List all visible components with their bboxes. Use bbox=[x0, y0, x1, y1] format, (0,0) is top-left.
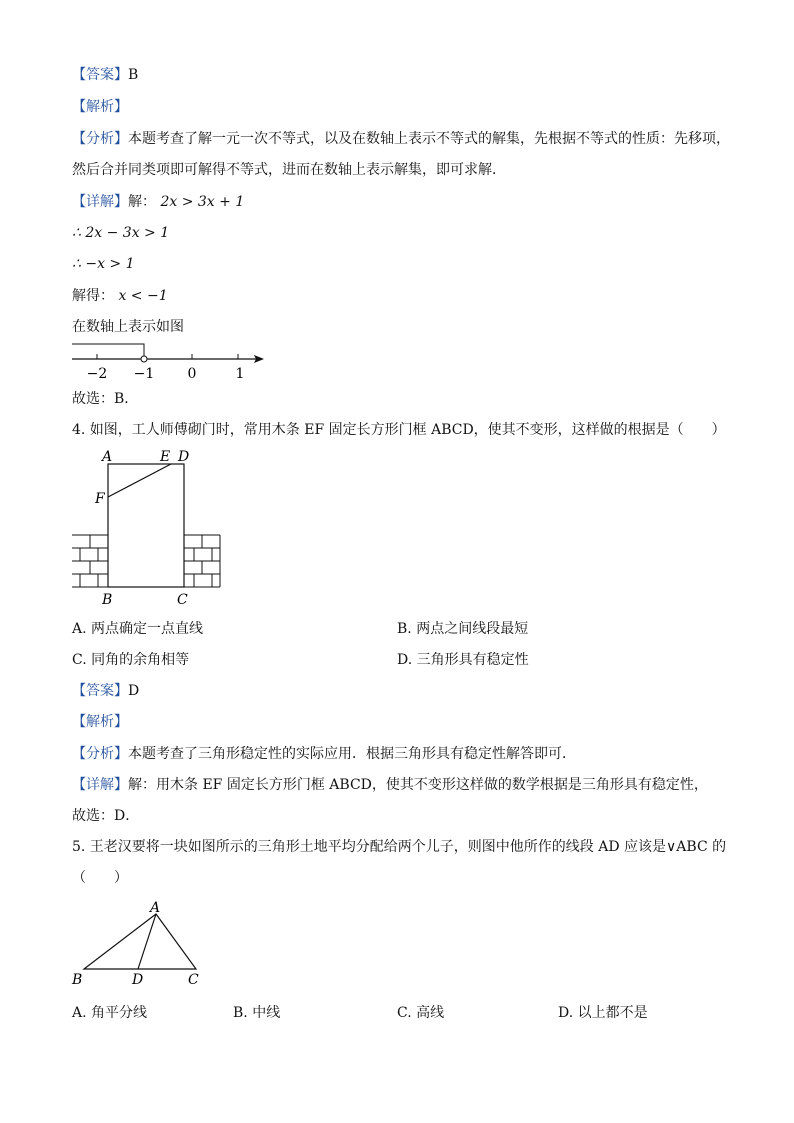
label-d: D bbox=[178, 449, 190, 465]
q5-question-line1: 5. 王老汉要将一块如图所示的三角形土地平均分配给两个儿子，则图中他所作的线段 AD 应该是∨ABC 的 bbox=[72, 839, 727, 855]
step1-prefix: 解： bbox=[128, 194, 156, 210]
answer-value: D bbox=[128, 683, 140, 699]
q3-step3: ∴ −x > 1 bbox=[72, 256, 135, 272]
label-c: C bbox=[177, 592, 188, 608]
triangle-figure bbox=[70, 900, 210, 992]
door-frame-figure bbox=[70, 446, 230, 610]
answer-tag: 【答案】 bbox=[72, 683, 128, 699]
q4-option-c[interactable]: C. 同角的余角相等 bbox=[72, 652, 190, 668]
q4-xiangjie-text: 解：用木条 EF 固定长方形门框 ABCD，使其不变形这样做的数学根据是三角形具有稳定性， bbox=[128, 777, 708, 793]
q4-option-b[interactable]: B. 两点之间线段最短 bbox=[397, 621, 529, 637]
label-f: F bbox=[95, 491, 105, 507]
segment-ad bbox=[138, 914, 156, 969]
q4-option-d[interactable]: D. 三角形具有稳定性 bbox=[397, 652, 529, 668]
number-line-figure bbox=[68, 338, 268, 384]
q3-answer-line bbox=[72, 66, 138, 84]
q3-fenxi-line1 bbox=[72, 130, 730, 148]
tick-label-0: 0 bbox=[187, 366, 197, 382]
q4-answer-line bbox=[72, 682, 139, 700]
q4-fenxi-text: 本题考查了三角形稳定性的实际应用．根据三角形具有稳定性解答即可． bbox=[128, 746, 576, 762]
analysis-tag: 【解析】 bbox=[72, 99, 128, 115]
q5-option-b[interactable]: B. 中线 bbox=[233, 1005, 281, 1021]
q5-option-a[interactable]: A. 角平分线 bbox=[72, 1005, 148, 1021]
solution-bracket bbox=[72, 344, 144, 355]
q3-step4 bbox=[72, 287, 168, 305]
label-c: C bbox=[188, 972, 199, 988]
q3-step1 bbox=[72, 193, 244, 211]
tick-label-1: 1 bbox=[235, 366, 245, 382]
q4-fenxi bbox=[72, 745, 576, 763]
fenxi-tag: 【分析】 bbox=[72, 746, 128, 762]
wood-bar-ef bbox=[108, 464, 171, 497]
label-e: E bbox=[160, 449, 171, 465]
q3-conclusion: 故选：B． bbox=[72, 391, 139, 407]
numberline-caption: 在数轴上表示如图 bbox=[72, 319, 184, 335]
left-brick-wall bbox=[72, 535, 108, 587]
step4-expr: x < −1 bbox=[118, 288, 168, 304]
door-frame-rect bbox=[108, 464, 184, 587]
label-a: A bbox=[150, 900, 161, 916]
q3-fenxi-text1: 本题考查了解一元一次不等式，以及在数轴上表示不等式的解集，先根据不等式的性质：先移项， bbox=[128, 131, 730, 147]
answer-tag: 【答案】 bbox=[72, 67, 128, 83]
step1-expr: 2x > 3x + 1 bbox=[160, 194, 245, 210]
q4-conclusion: 故选：D． bbox=[72, 808, 140, 824]
q3-step2: ∴ 2x − 3x > 1 bbox=[72, 225, 170, 241]
q4-question: 4. 如图，工人师傅砌门时，常用木条 EF 固定长方形门框 ABCD，使其不变形，这样做的根据是（ ） bbox=[72, 422, 726, 438]
xiangjie-tag: 【详解】 bbox=[72, 194, 128, 210]
tick-label-neg2: −2 bbox=[86, 366, 108, 382]
label-a: A bbox=[102, 449, 113, 465]
q4-xiangjie bbox=[72, 776, 708, 794]
right-brick-wall bbox=[184, 535, 220, 587]
answer-value: B bbox=[128, 67, 139, 83]
label-b: B bbox=[72, 972, 83, 988]
step4-prefix: 解得： bbox=[72, 288, 114, 304]
q5-option-c[interactable]: C. 高线 bbox=[397, 1005, 445, 1021]
analysis-tag: 【解析】 bbox=[72, 714, 128, 730]
q5-option-d[interactable]: D. 以上都不是 bbox=[558, 1005, 648, 1021]
fenxi-tag: 【分析】 bbox=[72, 131, 128, 147]
label-b: B bbox=[102, 592, 113, 608]
xiangjie-tag: 【详解】 bbox=[72, 777, 128, 793]
q3-fenxi-line2: 然后合并同类项即可解得不等式，进而在数轴上表示解集，即可求解． bbox=[72, 162, 506, 178]
q5-question-line2: （ ） bbox=[72, 870, 128, 886]
tick-label-neg1: −1 bbox=[133, 366, 155, 382]
label-d: D bbox=[132, 972, 144, 988]
q4-option-a[interactable]: A. 两点确定一点直线 bbox=[72, 621, 204, 637]
triangle-abc bbox=[84, 914, 196, 969]
open-circle-marker bbox=[141, 356, 147, 362]
